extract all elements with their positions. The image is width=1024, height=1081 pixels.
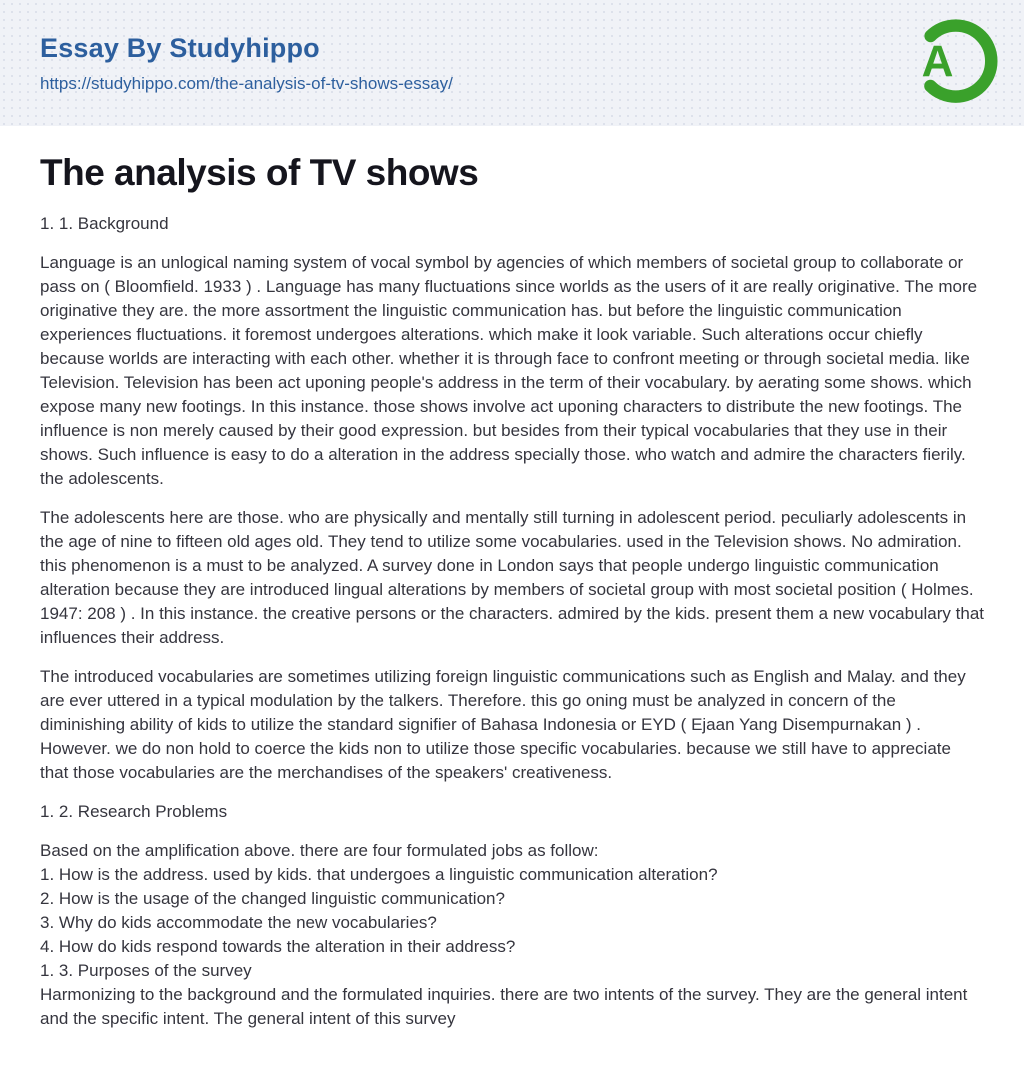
essay-article (0, 126, 1024, 1076)
paragraph-adolescents: The adolescents here are those. who are physically and mentally still turning in adolescent period. peculiarly adolescents in the age of nine to fifteen old ages old. They tend to utilize some vocabularies. used in the Television shows. No admiration. this phenomenon is a must to be analyzed. A survey done in London says that people undergo linguistic communication alteration because they are introduced lingual alterations by members of societal group with most societal position ( Holmes. 1947: 208 ) . In this instance. the creative persons or the characters. admired by the kids. present them a new vocabulary that influences their address. (40, 508, 985, 647)
section-label-research-problems: 1. 2. Research Problems (40, 802, 228, 821)
section-label-background: 1. 1. Background (40, 214, 169, 233)
logo-arc-icon (902, 12, 998, 114)
logo-letter: A (921, 37, 954, 87)
essay-url-link[interactable]: https://studyhippo.com/the-analysis-of-tv-shows-essay/ (40, 73, 453, 93)
essay-body (40, 212, 984, 1031)
research-problems-block: Based on the amplification above. there are four formulated jobs as follow: 1. How is the address. used by kids. that undergoes a linguistic communication alteration? 2. How is the usage of the changed linguistic communication? 3. Why do kids accommodate the new vocabularies? 4. How do kids respond towards the alteration in their address? 1. 3. Purposes of the survey Harmonizing to the background and the formulated inquiries. there are two intents of the survey. They are the general intent and the specific intent. The general intent of this survey (40, 841, 968, 1028)
page-title: The analysis of TV shows (40, 152, 479, 193)
header-text-group (40, 33, 453, 94)
paragraph-language: Language is an unlogical naming system of vocal symbol by agencies of which members of societal group to collaborate or pass on ( Bloomfield. 1933 ) . Language has many fluctuations since worlds as the users of it are really originative. The more originative they are. the more assortment the linguistic communication has. but before the linguistic communication experiences fluctuations. it foremost undergoes alterations. which make it look variable. Such alterations occur chiefly because worlds are interacting with each other. whether it is through face to confront meeting or through societal media. like Television. Television has been act uponing people's address in the term of their vocabulary. by aerating some shows. which expose many new footings. In this instance. those shows involve act uponing characters to distribute the new footings. The influence is non merely caused by their good expression. but besides from their typical vocabularies that they use in their shows. Such influence is easy to do a alteration in the address specially those. who watch and admire the characters fierily. the adolescents. (40, 253, 978, 488)
site-title: Essay By Studyhippo (40, 32, 320, 63)
studyhippo-logo (902, 12, 998, 114)
paragraph-vocabularies: The introduced vocabularies are sometimes utilizing foreign linguistic communications such as English and Malay. and they are ever uttered in a typical modulation by the talkers. Therefore. this go oning must be analyzed in concern of the diminishing ability of kids to utilize the standard signifier of Bahasa Indonesia or EYD ( Ejaan Yang Disempurnakan ) . However. we do non hold to coerce the kids non to utilize those specific vocabularies. because we still have to appreciate that those vocabularies are the merchandises of the speakers' creativeness. (40, 667, 966, 782)
page-header (0, 0, 1024, 126)
